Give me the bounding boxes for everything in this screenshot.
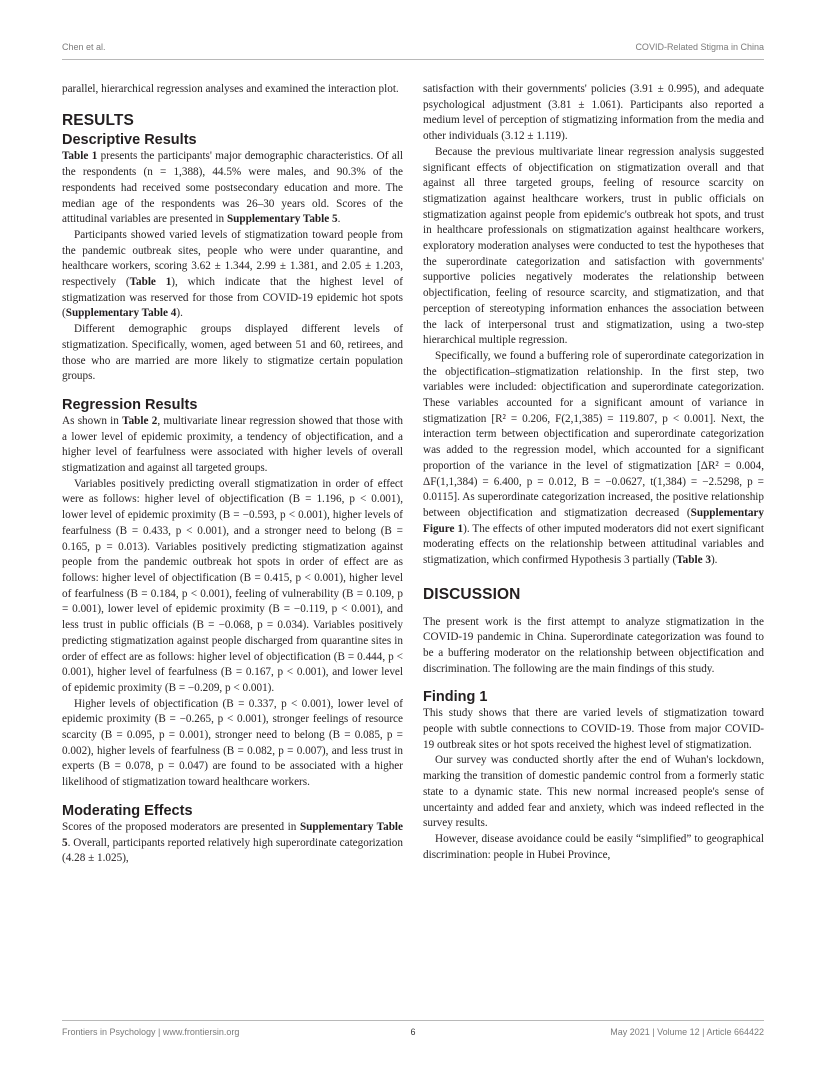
discussion-paragraph-1: The present work is the first attempt to analyze stigmatization in the COVID-19 pandemic in China. Superordinate categorization was found to be a buffering moderator on the relationship between objectification and discrimination. The following are the main findings of this study. (423, 615, 764, 675)
descriptive-paragraph-1: Table 1 presents the participants' major demographic characteristics. Of all the respondents (n = 1,388), 44.5% were males, and 90.3% of the respondents had received some postsecondary education and more. The median age of the respondents was 26–30 years old. Scores of the attitudinal variables are presented in Supplementary Table 5. (62, 150, 404, 226)
descriptive-results-heading: Descriptive Results (62, 132, 197, 149)
descriptive-paragraph-3: Different demographic groups displayed different levels of stigmatization. Specifically, women, aged between 51 and 60, retirees, and those who are married are more likely to stigmatize certain population groups. (62, 323, 403, 383)
finding-1-paragraph-1: This study shows that there are varied levels of stigmatization toward people with subtle connections to COVID-19. Those from major COVID-19 outbreak sites or hot spots received the highest level of stigmatization. (423, 707, 764, 751)
discussion-heading: DISCUSSION (423, 585, 521, 603)
regression-results-heading: Regression Results (62, 396, 198, 413)
running-footer (62, 1020, 764, 1041)
table-1-link[interactable]: Table 1 (129, 276, 172, 289)
regression-paragraph-1: As shown in Table 2, multivariate linear regression showed that those with a lower level of epidemic proximity, a tendency of objectification, and a higher level of fearfulness were associated with higher levels of overall stigmatization and against all targeted groups. (62, 414, 403, 475)
page-number: 6 (410, 1027, 416, 1037)
running-header (62, 40, 764, 60)
finding-1-paragraph-2: Our survey was conducted shortly after the end of Wuhan's lockdown, marking the transition of domestic pandemic control from a formerly static state to a dynamic state. This new normal increased people's sense of uncertainty and added fear and anxiety, which was indeed reflected in the survey results. (423, 754, 764, 830)
table-2-link[interactable]: Table 2 (122, 414, 158, 427)
footer-issue-info: May 2021 | Volume 12 | Article 664422 (610, 1027, 764, 1037)
moderation-paragraph-3: Specifically, we found a buffering role of superordinate categorization in the objectification–stigmatization relationship. In the first step, two variables were included: objectification and superordinate categorization. These variables accounted for a significant amount of variance in stigmatization [R² = 0.206, F(2,1,385) = 119.807, p < 0.001]. Next, the interaction term between objectification and superordinate categorization was added to the regression model, which accounted for a significant proportion of the variance in the level of stigmatization [ΔR² = 0.004, ΔF(1,1,384) = 6.400, p = 0.012, B = −0.0627, t(1,384) = −2.5298, p = 0.0115]. As superordinate categorization increased, the positive relationship between objectification and stigmatization decreased (Supplementary Figure 1). The effects of other imputed moderators did not exert significant moderating effects on the relationship between attitudinal variables and stigmatization, which confirmed Hypothesis 3 partially (Table 3). (423, 349, 764, 567)
finding-1-paragraph-3: However, disease avoidance could be easily “simplified” to geographical discrimination: people in Hubei Province, (423, 832, 764, 861)
table-3-link[interactable]: Table 3 (676, 554, 711, 567)
descriptive-paragraph-2: Participants showed varied levels of stigmatization toward people from the pandemic outbreak sites, people who were under quarantine, and healthcare workers, scoring 3.62 ± 1.344, 2.99 ± 1.381, and 2.05 ± 1.203, respectively (Table 1), which indicate that the highest level of stigmatization was reserved for those from COVID-19 epidemic hot spots (Supplementary Table 4). (62, 228, 403, 320)
header-authors: Chen et al. (62, 42, 106, 52)
supplementary-figure-1-link[interactable]: Supplementary Figure 1 (423, 506, 764, 535)
regression-paragraph-2: Variables positively predicting overall stigmatization in order of effect were as follows: higher level of objectification (B = 1.196, p < 0.001), lower level of epidemic proximity (B = −0.593, p < 0.001), higher levels of fearfulness (B = 0.433, p < 0.001), and a stronger need to belong (B = 0.165, p = 0.013). Variables positively predicting stigmatization against people from the pandemic outbreak hot spots in order of effect are as follows: higher level of objectification (B = 0.415, p < 0.001), higher level of fearfulness (B = 0.184, p < 0.001), feeling of vulnerability (B = 0.109, p = 0.001), lower level of epidemic proximity (B = −0.119, p < 0.001), and less trust in public officials (B = −0.068, p = 0.034). Variables positively predicting stigmatization against people discharged from quarantine sites in order of effect are as follows: higher level of objectification (B = 0.444, p < 0.001), higher level of fearfulness (B = 0.167, p < 0.001), and lower level of epidemic proximity (B = −0.209, p < 0.001). (62, 477, 403, 694)
table-1-link[interactable]: Table 1 (62, 150, 98, 163)
results-heading: RESULTS (62, 111, 134, 129)
continued-paragraph: satisfaction with their governments' policies (3.91 ± 0.995), and adequate psychological adjustment (3.81 ± 1.061). Participants also reported a medium level of perception of stigmatizing information from the media and other individuals (3.12 ± 1.119). (423, 83, 764, 143)
header-short-title: COVID-Related Stigma in China (635, 42, 764, 52)
finding-1-heading: Finding 1 (423, 689, 488, 706)
moderation-paragraph-2: Because the previous multivariate linear regression analysis suggested significant effects of objectification on stigmatization overall and that against all three targeted groups, feeling of resource scarcity on stigmatization against healthcare workers, trust in public officials on stigmatization against people from epidemic's outbreak hot spots, and trust in healthcare professionals on stigmatization against healthcare workers, exploratory moderation analyses were conducted to test the hypotheses that the superordinate categorization and satisfaction with governments' supportive policies negatively moderates the relationship between objectification, feeling of resource scarcity, and stigmatization, and that perception of stereotyping information enhances the association between the lack of interpersonal trust and stigmatization, using a two-step hierarchical multiple regression. (423, 145, 764, 347)
moderating-effects-heading: Moderating Effects (62, 802, 193, 819)
supplementary-table-4-link[interactable]: Supplementary Table 4 (65, 307, 177, 320)
footer-journal-link[interactable]: Frontiers in Psychology | www.frontiersin.org (62, 1027, 240, 1037)
supplementary-table-5-link[interactable]: Supplementary Table 5 (226, 213, 338, 226)
left-column (62, 82, 403, 867)
supplementary-table-5-link[interactable]: Supplementary Table 5 (62, 820, 403, 849)
continued-paragraph: parallel, hierarchical regression analyses and examined the interaction plot. (62, 83, 399, 95)
right-column (423, 82, 764, 863)
moderating-paragraph-1: Scores of the proposed moderators are presented in Supplementary Table 5. Overall, participants reported relatively high superordinate categorization (4.28 ± 1.025), (62, 820, 403, 865)
regression-paragraph-3: Higher levels of objectification (B = 0.337, p < 0.001), lower level of epidemic proximity (B = −0.265, p < 0.001), stronger feelings of resource scarcity (B = 0.095, p = 0.001), stronger need to belong (B = 0.085, p = 0.002), higher levels of fearfulness (B = 0.082, p = 0.007), and less trust in experts (B = 0.078, p = 0.047) are found to be associated with a higher likelihood of stigmatization toward healthcare workers. (62, 697, 403, 789)
